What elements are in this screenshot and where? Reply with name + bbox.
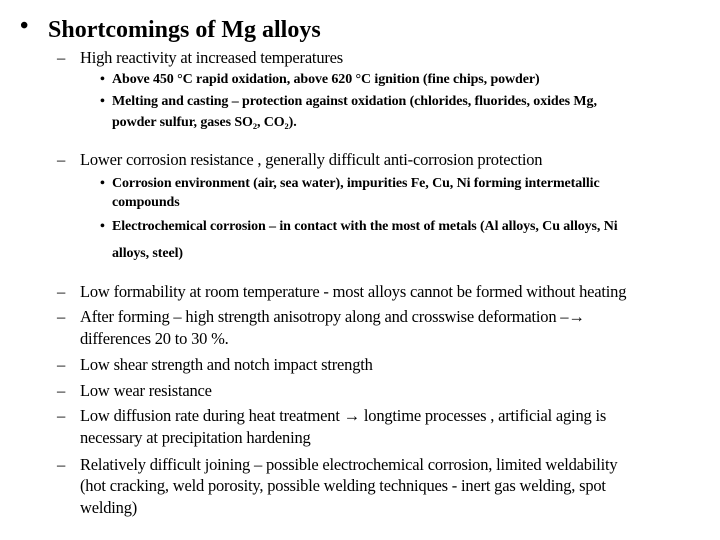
sub-item-line: Corrosion environment (air, sea water), impurities Fe, Cu, Ni forming intermetallic — [112, 176, 600, 191]
sub-item-line: powder sulfur, gases SO₂, CO₂). — [112, 115, 297, 130]
bullet-marker: • — [100, 94, 105, 109]
dash-marker: – — [57, 307, 66, 326]
sub-item-line: alloys, steel) — [112, 246, 183, 261]
slide-title: Shortcomings of Mg alloys — [48, 17, 321, 43]
list-item-line: differences 20 to 30 %. — [80, 329, 229, 348]
dash-marker: – — [57, 381, 66, 400]
list-item-line: Low diffusion rate during heat treatment → longtime processes , artificial aging is — [80, 406, 607, 425]
dash-marker: – — [57, 48, 66, 67]
list-item-line: necessary at precipitation hardening — [80, 428, 311, 447]
sub-item-line: Above 450 °C rapid oxidation, above 620 °C ignition (fine chips, powder) — [112, 72, 540, 87]
list-item-line: Relatively difficult joining – possible electrochemical corrosion, limited weldability — [80, 455, 618, 474]
list-item-line: Low wear resistance — [80, 381, 212, 400]
list-item-line: After forming – high strength anisotropy along and crosswise deformation –→ — [80, 307, 585, 326]
dash-marker: – — [57, 282, 66, 301]
section-heading: Lower corrosion resistance , generally difficult anti-corrosion protection — [80, 150, 543, 169]
list-item-line: welding) — [80, 498, 138, 517]
list-item-line: Low formability at room temperature - most alloys cannot be formed without heating — [80, 282, 627, 301]
sub-item-line: compounds — [112, 195, 180, 210]
bullet-marker: • — [100, 72, 105, 87]
sub-item-line: Melting and casting – protection against oxidation (chlorides, fluorides, oxides Mg, — [112, 94, 597, 109]
bullet-marker: • — [100, 176, 105, 191]
dash-marker: – — [57, 455, 66, 474]
bullet-marker: • — [100, 219, 105, 234]
section-heading: High reactivity at increased temperatures — [80, 48, 344, 67]
dash-marker: – — [57, 406, 66, 425]
list-item-line: Low shear strength and notch impact strength — [80, 355, 373, 374]
title-bullet: • — [20, 13, 29, 39]
dash-marker: – — [57, 150, 66, 169]
sub-item-line: Electrochemical corrosion – in contact with the most of metals (Al alloys, Cu alloys, Ni — [112, 219, 618, 234]
dash-marker: – — [57, 355, 66, 374]
list-item-line: (hot cracking, weld porosity, possible welding techniques - inert gas welding, spot — [80, 476, 606, 495]
